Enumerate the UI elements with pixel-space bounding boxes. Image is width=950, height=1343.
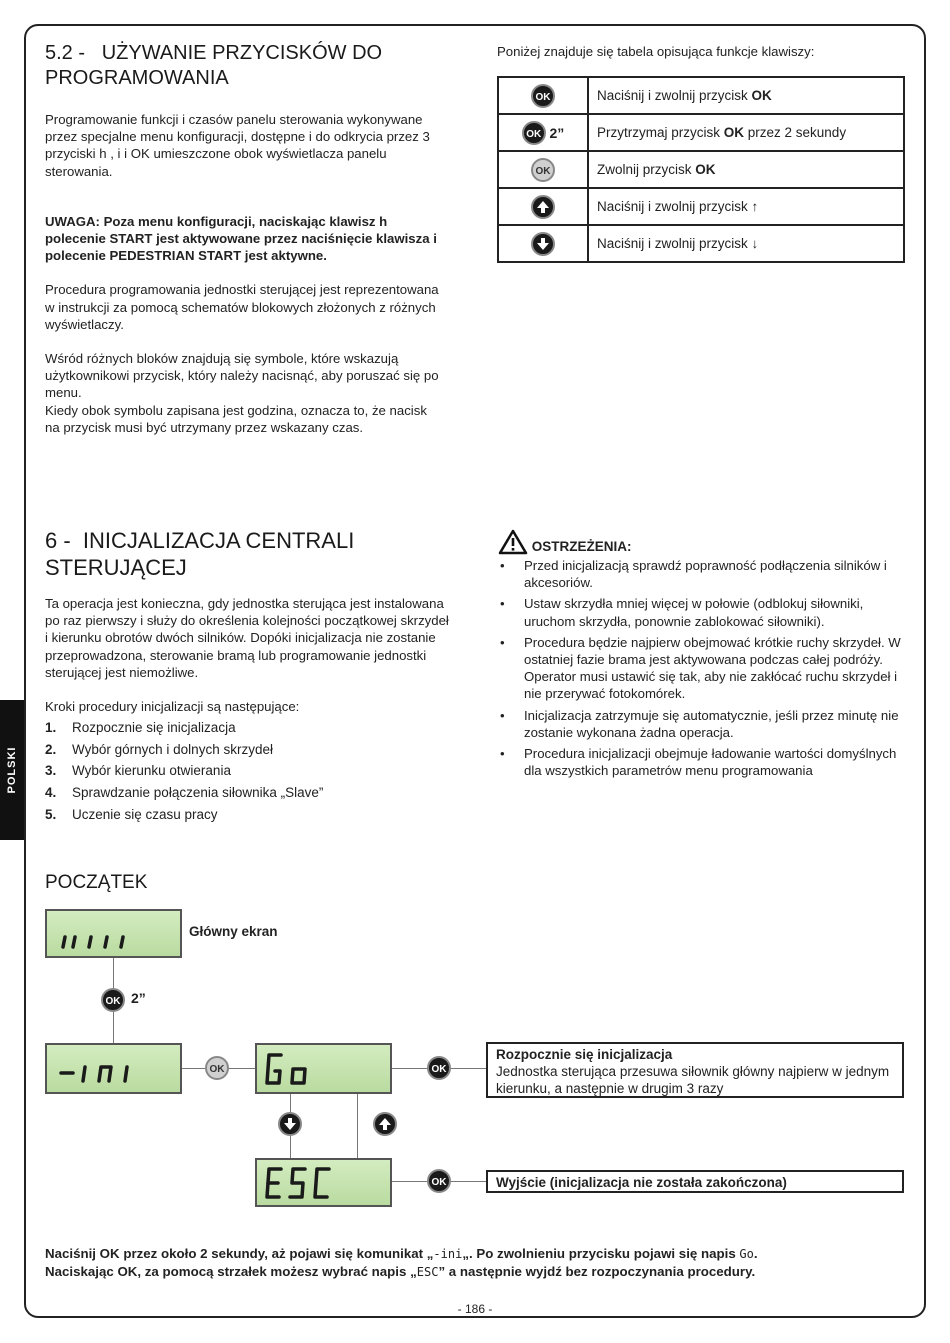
table-row	[498, 188, 904, 225]
info-box-title: Rozpocznie się inicjalizacja	[496, 1047, 673, 1062]
main-screen-label: Główny ekran	[189, 924, 278, 939]
hold-time-label: 2”	[131, 990, 146, 1006]
section-6-title	[45, 527, 465, 581]
arrow-down-button-icon	[531, 232, 555, 256]
connector-line	[357, 1094, 358, 1158]
table-cell-text: Naciśnij i zwolnij przycisk ↑	[588, 188, 904, 225]
paragraph: Ta operacja jest konieczna, gdy jednostka sterująca jest instalowana po raz pierwszy i służy do określenia kolejności początkowej skrzydeł i kierunku obrotów dwóch silników. Dopóki inicjalizacja nie zostanie przeprowadzona, sterowanie bramą lub programowanie jednostki sterującej jest niemożliwe.	[45, 596, 449, 680]
ok-button-icon: OK	[427, 1169, 451, 1193]
info-box-exit	[486, 1170, 904, 1193]
lcd-esc-screen	[255, 1158, 392, 1207]
table-row	[498, 114, 904, 151]
list-item: 3. Wybór kierunku otwierania	[45, 763, 231, 779]
bottom-note-line2: Naciskając OK, za pomocą strzałek możesz wybrać napis „ESC” a następnie wyjdź bez rozpoczynania procedury.	[45, 1264, 756, 1279]
list-item: 4. Sprawdzanie połączenia siłownika „Slave”	[45, 785, 324, 800]
ok-button-icon: OK	[427, 1056, 451, 1080]
lcd-go-screen	[255, 1043, 392, 1094]
keys-table-section	[497, 43, 905, 263]
paragraph: Procedura programowania jednostki sterującej jest reprezentowana w instrukcji za pomocą schematów blokowych złożonych z różnych wyświetlaczy.	[45, 282, 439, 332]
table-row	[498, 77, 904, 114]
paragraph: Kiedy obok symbolu zapisana jest godzina, oznacza to, że nacisk na przycisk musi być utrzymany przez wskazany czas.	[45, 402, 427, 435]
table-cell-icon	[498, 77, 588, 114]
ok-hold-2s-icon: OK	[522, 121, 546, 145]
table-cell-icon	[498, 225, 588, 262]
list-item: • Inicjalizacja zatrzymuje się automatycznie, jeśli przez minutę nie zostanie wykonana żadna operacja.	[498, 707, 908, 741]
bottom-note-line1: Naciśnij OK przez około 2 sekundy, aż pojawi się komunikat „-ini„. Po zwolnieniu przycisku pojawi się napis Go.	[45, 1246, 758, 1261]
warning-paragraph: UWAGA: Poza menu konfiguracji, naciskając klawisz h polecenie START jest aktywowane przez naciśnięcie klawisza i polecenie PEDESTRIAN START jest aktywne.	[45, 213, 437, 264]
section-title-line1: INICJALIZACJA CENTRALI	[82, 528, 355, 553]
keys-table	[497, 76, 905, 263]
start-heading: POCZĄTEK	[45, 872, 148, 893]
section-5-2	[45, 41, 465, 436]
ok-release-icon: OK	[205, 1056, 229, 1080]
warning-triangle-icon	[498, 529, 528, 555]
lcd-text-ini: -ini	[433, 1247, 463, 1261]
warnings-list	[498, 557, 908, 779]
list-item: 1. Rozpocznie się inicjalizacja	[45, 720, 236, 736]
table-cell-text: Naciśnij i zwolnij przycisk OK	[588, 77, 904, 114]
table-cell-text: Zwolnij przycisk OK	[588, 151, 904, 188]
section-number: 6 -	[45, 528, 71, 553]
section-5-2-title	[45, 41, 465, 91]
table-row	[498, 151, 904, 188]
warnings-section	[498, 529, 908, 783]
info-box-title: Wyjście (inicjalizacja nie została zakończona)	[496, 1175, 787, 1190]
arrow-down-button-icon	[278, 1112, 302, 1136]
list-item: 5. Uczenie się czasu pracy	[45, 806, 218, 822]
paragraph: Wśród różnych bloków znajdują się symbole, które wskazują użytkownikowi przycisk, który należy nacisnąć, aby poruszać się po menu.	[45, 351, 439, 401]
ok-hold-2s-icon: OK	[101, 988, 125, 1012]
hold-time-label: 2”	[549, 124, 565, 141]
ok-release-icon: OK	[531, 158, 555, 182]
arrow-up-button-icon	[531, 195, 555, 219]
keys-table-intro: Poniżej znajduje się tabela opisująca funkcje klawiszy:	[497, 44, 815, 59]
list-item: • Ustaw skrzydła mniej więcej w połowie (odblokuj siłowniki, uruchom skrzydła, ponownie zablokować siłowniki).	[498, 595, 908, 629]
table-cell-icon	[498, 188, 588, 225]
list-item: • Procedura inicjalizacji obejmuje ładowanie wartości domyślnych dla wszystkich parametrów menu programowania	[498, 745, 908, 779]
list-item: • Przed inicjalizacją sprawdź poprawność podłączenia silników i akcesoriów.	[498, 557, 908, 591]
page-number: - 186 -	[457, 1302, 493, 1316]
lcd-main-screen	[45, 909, 182, 958]
table-cell-text: Przytrzymaj przycisk OK przez 2 sekundy	[588, 114, 904, 151]
section-title-line1: UŻYWANIE PRZYCISKÓW DO	[101, 42, 383, 64]
list-item: 2. Wybór górnych i dolnych skrzydeł	[45, 741, 273, 757]
ok-button-icon: OK	[531, 84, 555, 108]
section-title-line2: PROGRAMOWANIA	[45, 67, 229, 89]
table-cell-text: Naciśnij i zwolnij przycisk ↓	[588, 225, 904, 262]
table-cell-icon	[498, 114, 588, 151]
steps-list	[45, 717, 465, 825]
list-item: • Procedura będzie najpierw obejmować krótkie ruchy skrzydeł. W ostatniej fazie brama jest aktywowana podczas całej podróży. Operator musi ustawić się tak, aby nie zakłócać ruchu skrzydeł i nie przerywać fotokomórek.	[498, 634, 908, 703]
warnings-heading	[498, 529, 908, 555]
table-row	[498, 225, 904, 262]
steps-intro: Kroki procedury inicjalizacji są następujące:	[45, 699, 300, 715]
section-number: 5.2 -	[45, 42, 86, 64]
warnings-title: OSTRZEŻENIA:	[531, 539, 632, 554]
lcd-text-esc: ESC	[416, 1265, 439, 1279]
lcd-text-go: Go	[739, 1247, 754, 1261]
info-box-text: Jednostka sterująca przesuwa siłownik główny najpierw w jednym kierunku, a następnie w drugim 3 razy	[496, 1064, 890, 1096]
info-box-init-start	[486, 1042, 904, 1098]
language-tab	[0, 700, 24, 840]
bottom-note	[45, 1245, 905, 1281]
section-title-line2: STERUJĄCEJ	[45, 555, 187, 580]
paragraph: Programowanie funkcji i czasów panelu sterowania wykonywane przez specjalne menu konfiguracji, dostępne i do odkrycia przez 3 przyciski h , i i OK umieszczone obok wyświetlacza panelu sterowania.	[45, 112, 430, 179]
lcd-ini-screen	[45, 1043, 182, 1094]
language-tab-label: POLSKI	[6, 746, 18, 794]
section-6	[45, 527, 465, 825]
table-cell-icon	[498, 151, 588, 188]
